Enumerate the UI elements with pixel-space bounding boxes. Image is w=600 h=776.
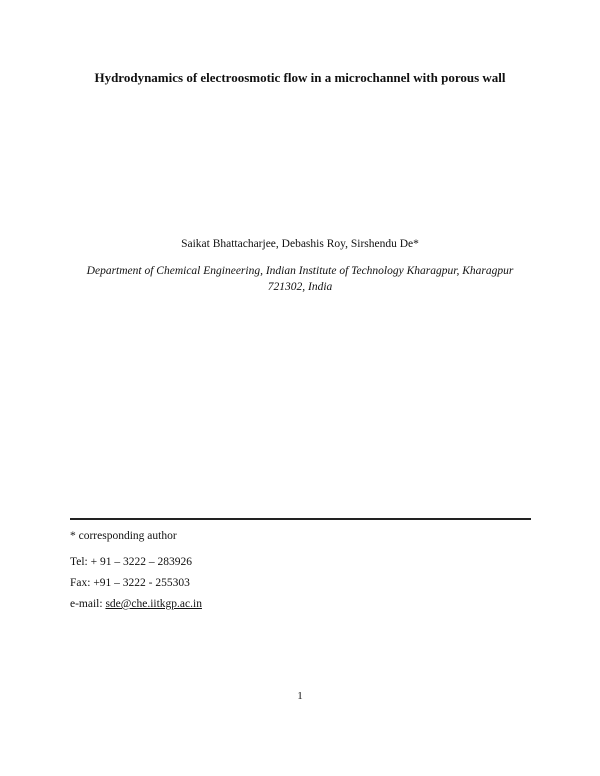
author-list: Saikat Bhattacharjee, Debashis Roy, Sirshendu De* bbox=[181, 238, 419, 250]
affiliation bbox=[70, 263, 530, 295]
affiliation-line-1: Department of Chemical Engineering, Indian Institute of Technology Kharagpur, Kharagpur bbox=[86, 265, 514, 277]
email-label: e-mail: bbox=[70, 598, 106, 610]
paper-title: Hydrodynamics of electroosmotic flow in a microchannel with porous wall bbox=[94, 70, 506, 85]
footnote-divider bbox=[70, 518, 531, 520]
page-number: 1 bbox=[297, 690, 303, 702]
fax: Fax: +91 – 3222 - 255303 bbox=[70, 577, 190, 589]
affiliation-line-2: 721302, India bbox=[267, 281, 333, 293]
email-line bbox=[70, 598, 202, 610]
corresponding-author-note: * corresponding author bbox=[70, 530, 177, 542]
telephone: Tel: + 91 – 3222 – 283926 bbox=[70, 556, 192, 568]
email-link[interactable]: sde@che.iitkgp.ac.in bbox=[105, 598, 202, 610]
